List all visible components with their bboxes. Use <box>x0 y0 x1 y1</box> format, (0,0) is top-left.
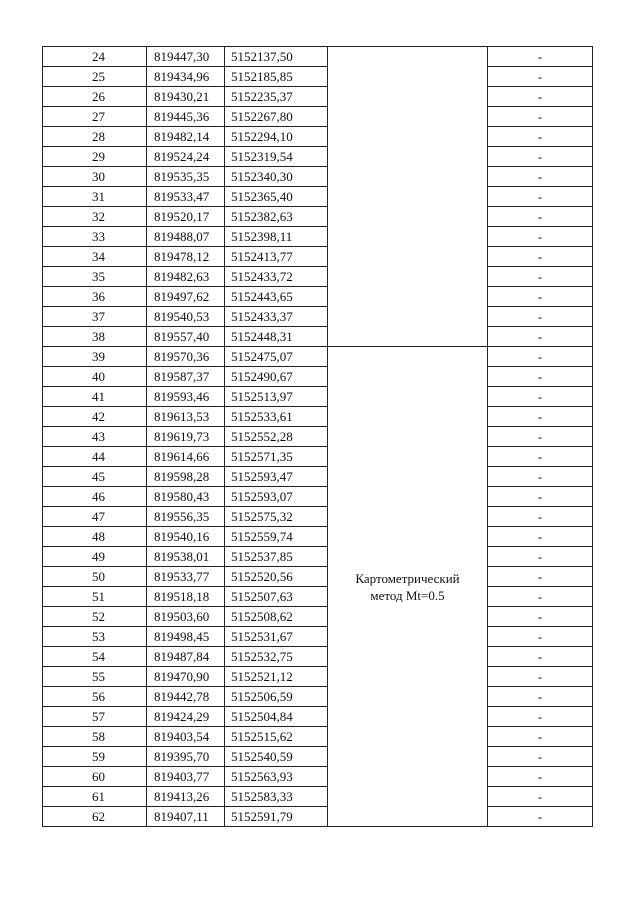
accuracy-value-cell: - <box>488 207 593 227</box>
point-number-cell: 57 <box>43 707 147 727</box>
x-coordinate-cell: 819442,78 <box>147 687 225 707</box>
table-row <box>43 327 593 347</box>
y-coordinate-cell: 5152583,33 <box>225 787 328 807</box>
x-coordinate-cell: 819538,01 <box>147 547 225 567</box>
x-coordinate-cell: 819614,66 <box>147 447 225 467</box>
x-coordinate-cell: 819557,40 <box>147 327 225 347</box>
y-coordinate-cell: 5152235,37 <box>225 87 328 107</box>
y-coordinate-cell: 5152533,61 <box>225 407 328 427</box>
accuracy-value-cell: - <box>488 547 593 567</box>
y-coordinate-cell: 5152365,40 <box>225 187 328 207</box>
y-coordinate-cell: 5152267,80 <box>225 107 328 127</box>
y-coordinate-cell: 5152413,77 <box>225 247 328 267</box>
table-row <box>43 287 593 307</box>
table-row <box>43 787 593 807</box>
point-number-cell: 24 <box>43 47 147 67</box>
point-number-cell: 40 <box>43 367 147 387</box>
y-coordinate-cell: 5152563,93 <box>225 767 328 787</box>
point-number-cell: 46 <box>43 487 147 507</box>
x-coordinate-cell: 819587,37 <box>147 367 225 387</box>
table-row <box>43 727 593 747</box>
accuracy-value-cell: - <box>488 167 593 187</box>
accuracy-value-cell: - <box>488 267 593 287</box>
x-coordinate-cell: 819533,77 <box>147 567 225 587</box>
x-coordinate-cell: 819445,36 <box>147 107 225 127</box>
y-coordinate-cell: 5152520,56 <box>225 567 328 587</box>
x-coordinate-cell: 819498,45 <box>147 627 225 647</box>
table-row <box>43 207 593 227</box>
y-coordinate-cell: 5152540,59 <box>225 747 328 767</box>
x-coordinate-cell: 819413,26 <box>147 787 225 807</box>
table-row <box>43 267 593 287</box>
y-coordinate-cell: 5152294,10 <box>225 127 328 147</box>
accuracy-value-cell: - <box>488 327 593 347</box>
point-number-cell: 45 <box>43 467 147 487</box>
y-coordinate-cell: 5152593,07 <box>225 487 328 507</box>
table-row <box>43 487 593 507</box>
y-coordinate-cell: 5152506,59 <box>225 687 328 707</box>
point-number-cell: 28 <box>43 127 147 147</box>
x-coordinate-cell: 819613,53 <box>147 407 225 427</box>
x-coordinate-cell: 819598,28 <box>147 467 225 487</box>
table-row <box>43 167 593 187</box>
y-coordinate-cell: 5152508,62 <box>225 607 328 627</box>
table-row <box>43 707 593 727</box>
x-coordinate-cell: 819470,90 <box>147 667 225 687</box>
x-coordinate-cell: 819593,46 <box>147 387 225 407</box>
table-row <box>43 187 593 207</box>
y-coordinate-cell: 5152340,30 <box>225 167 328 187</box>
table-row <box>43 467 593 487</box>
x-coordinate-cell: 819407,11 <box>147 807 225 827</box>
table-row <box>43 147 593 167</box>
point-number-cell: 44 <box>43 447 147 467</box>
accuracy-value-cell: - <box>488 487 593 507</box>
point-number-cell: 48 <box>43 527 147 547</box>
x-coordinate-cell: 819424,29 <box>147 707 225 727</box>
x-coordinate-cell: 819533,47 <box>147 187 225 207</box>
y-coordinate-cell: 5152398,11 <box>225 227 328 247</box>
x-coordinate-cell: 819434,96 <box>147 67 225 87</box>
x-coordinate-cell: 819619,73 <box>147 427 225 447</box>
y-coordinate-cell: 5152515,62 <box>225 727 328 747</box>
method-cell <box>328 47 488 347</box>
method-cell: Картометрический метод Mt=0.5 <box>328 347 488 827</box>
table-row <box>43 387 593 407</box>
accuracy-value-cell: - <box>488 47 593 67</box>
point-number-cell: 43 <box>43 427 147 447</box>
coordinates-table <box>42 46 593 827</box>
accuracy-value-cell: - <box>488 727 593 747</box>
accuracy-value-cell: - <box>488 707 593 727</box>
y-coordinate-cell: 5152593,47 <box>225 467 328 487</box>
point-number-cell: 32 <box>43 207 147 227</box>
accuracy-value-cell: - <box>488 287 593 307</box>
table-row <box>43 587 593 607</box>
y-coordinate-cell: 5152433,37 <box>225 307 328 327</box>
x-coordinate-cell: 819556,35 <box>147 507 225 527</box>
y-coordinate-cell: 5152433,72 <box>225 267 328 287</box>
point-number-cell: 54 <box>43 647 147 667</box>
table-row <box>43 507 593 527</box>
accuracy-value-cell: - <box>488 627 593 647</box>
point-number-cell: 41 <box>43 387 147 407</box>
x-coordinate-cell: 819520,17 <box>147 207 225 227</box>
table-row <box>43 667 593 687</box>
point-number-cell: 52 <box>43 607 147 627</box>
point-number-cell: 37 <box>43 307 147 327</box>
x-coordinate-cell: 819540,53 <box>147 307 225 327</box>
x-coordinate-cell: 819403,77 <box>147 767 225 787</box>
table-row <box>43 127 593 147</box>
table-row <box>43 107 593 127</box>
point-number-cell: 35 <box>43 267 147 287</box>
table-row <box>43 407 593 427</box>
point-number-cell: 61 <box>43 787 147 807</box>
accuracy-value-cell: - <box>488 527 593 547</box>
point-number-cell: 59 <box>43 747 147 767</box>
accuracy-value-cell: - <box>488 127 593 147</box>
accuracy-value-cell: - <box>488 187 593 207</box>
x-coordinate-cell: 819524,24 <box>147 147 225 167</box>
y-coordinate-cell: 5152382,63 <box>225 207 328 227</box>
point-number-cell: 31 <box>43 187 147 207</box>
y-coordinate-cell: 5152552,28 <box>225 427 328 447</box>
x-coordinate-cell: 819518,18 <box>147 587 225 607</box>
point-number-cell: 60 <box>43 767 147 787</box>
accuracy-value-cell: - <box>488 227 593 247</box>
y-coordinate-cell: 5152591,79 <box>225 807 328 827</box>
y-coordinate-cell: 5152532,75 <box>225 647 328 667</box>
table-row <box>43 567 593 587</box>
table-row <box>43 427 593 447</box>
table-row <box>43 347 593 367</box>
accuracy-value-cell: - <box>488 147 593 167</box>
point-number-cell: 33 <box>43 227 147 247</box>
point-number-cell: 55 <box>43 667 147 687</box>
y-coordinate-cell: 5152537,85 <box>225 547 328 567</box>
accuracy-value-cell: - <box>488 67 593 87</box>
table-row <box>43 547 593 567</box>
accuracy-value-cell: - <box>488 807 593 827</box>
accuracy-value-cell: - <box>488 427 593 447</box>
y-coordinate-cell: 5152507,63 <box>225 587 328 607</box>
accuracy-value-cell: - <box>488 347 593 367</box>
point-number-cell: 56 <box>43 687 147 707</box>
x-coordinate-cell: 819482,63 <box>147 267 225 287</box>
table-row <box>43 627 593 647</box>
point-number-cell: 47 <box>43 507 147 527</box>
accuracy-value-cell: - <box>488 467 593 487</box>
table-row <box>43 647 593 667</box>
accuracy-value-cell: - <box>488 747 593 767</box>
y-coordinate-cell: 5152448,31 <box>225 327 328 347</box>
x-coordinate-cell: 819478,12 <box>147 247 225 267</box>
x-coordinate-cell: 819430,21 <box>147 87 225 107</box>
y-coordinate-cell: 5152575,32 <box>225 507 328 527</box>
table-row <box>43 247 593 267</box>
y-coordinate-cell: 5152521,12 <box>225 667 328 687</box>
point-number-cell: 25 <box>43 67 147 87</box>
table-row <box>43 527 593 547</box>
accuracy-value-cell: - <box>488 647 593 667</box>
table-row <box>43 447 593 467</box>
y-coordinate-cell: 5152319,54 <box>225 147 328 167</box>
accuracy-value-cell: - <box>488 567 593 587</box>
point-number-cell: 30 <box>43 167 147 187</box>
x-coordinate-cell: 819403,54 <box>147 727 225 747</box>
point-number-cell: 51 <box>43 587 147 607</box>
point-number-cell: 27 <box>43 107 147 127</box>
x-coordinate-cell: 819503,60 <box>147 607 225 627</box>
y-coordinate-cell: 5152513,97 <box>225 387 328 407</box>
y-coordinate-cell: 5152504,84 <box>225 707 328 727</box>
point-number-cell: 36 <box>43 287 147 307</box>
accuracy-value-cell: - <box>488 687 593 707</box>
accuracy-value-cell: - <box>488 587 593 607</box>
x-coordinate-cell: 819487,84 <box>147 647 225 667</box>
x-coordinate-cell: 819447,30 <box>147 47 225 67</box>
y-coordinate-cell: 5152490,67 <box>225 367 328 387</box>
accuracy-value-cell: - <box>488 407 593 427</box>
x-coordinate-cell: 819482,14 <box>147 127 225 147</box>
table-row <box>43 367 593 387</box>
y-coordinate-cell: 5152531,67 <box>225 627 328 647</box>
y-coordinate-cell: 5152185,85 <box>225 67 328 87</box>
point-number-cell: 53 <box>43 627 147 647</box>
x-coordinate-cell: 819570,36 <box>147 347 225 367</box>
accuracy-value-cell: - <box>488 767 593 787</box>
point-number-cell: 38 <box>43 327 147 347</box>
x-coordinate-cell: 819540,16 <box>147 527 225 547</box>
point-number-cell: 58 <box>43 727 147 747</box>
point-number-cell: 62 <box>43 807 147 827</box>
table-row <box>43 807 593 827</box>
y-coordinate-cell: 5152443,65 <box>225 287 328 307</box>
x-coordinate-cell: 819580,43 <box>147 487 225 507</box>
table-row <box>43 87 593 107</box>
y-coordinate-cell: 5152137,50 <box>225 47 328 67</box>
accuracy-value-cell: - <box>488 307 593 327</box>
accuracy-value-cell: - <box>488 87 593 107</box>
x-coordinate-cell: 819497,62 <box>147 287 225 307</box>
point-number-cell: 42 <box>43 407 147 427</box>
y-coordinate-cell: 5152475,07 <box>225 347 328 367</box>
accuracy-value-cell: - <box>488 667 593 687</box>
table-row <box>43 227 593 247</box>
accuracy-value-cell: - <box>488 447 593 467</box>
y-coordinate-cell: 5152571,35 <box>225 447 328 467</box>
table-row <box>43 307 593 327</box>
accuracy-value-cell: - <box>488 367 593 387</box>
accuracy-value-cell: - <box>488 507 593 527</box>
y-coordinate-cell: 5152559,74 <box>225 527 328 547</box>
table-row <box>43 47 593 67</box>
accuracy-value-cell: - <box>488 107 593 127</box>
accuracy-value-cell: - <box>488 787 593 807</box>
table-row <box>43 67 593 87</box>
x-coordinate-cell: 819395,70 <box>147 747 225 767</box>
point-number-cell: 50 <box>43 567 147 587</box>
table-row <box>43 607 593 627</box>
accuracy-value-cell: - <box>488 247 593 267</box>
x-coordinate-cell: 819488,07 <box>147 227 225 247</box>
point-number-cell: 34 <box>43 247 147 267</box>
table-row <box>43 747 593 767</box>
x-coordinate-cell: 819535,35 <box>147 167 225 187</box>
point-number-cell: 39 <box>43 347 147 367</box>
accuracy-value-cell: - <box>488 607 593 627</box>
table-row <box>43 767 593 787</box>
accuracy-value-cell: - <box>488 387 593 407</box>
table-row <box>43 687 593 707</box>
coordinates-table-body <box>43 47 593 827</box>
point-number-cell: 26 <box>43 87 147 107</box>
point-number-cell: 29 <box>43 147 147 167</box>
point-number-cell: 49 <box>43 547 147 567</box>
